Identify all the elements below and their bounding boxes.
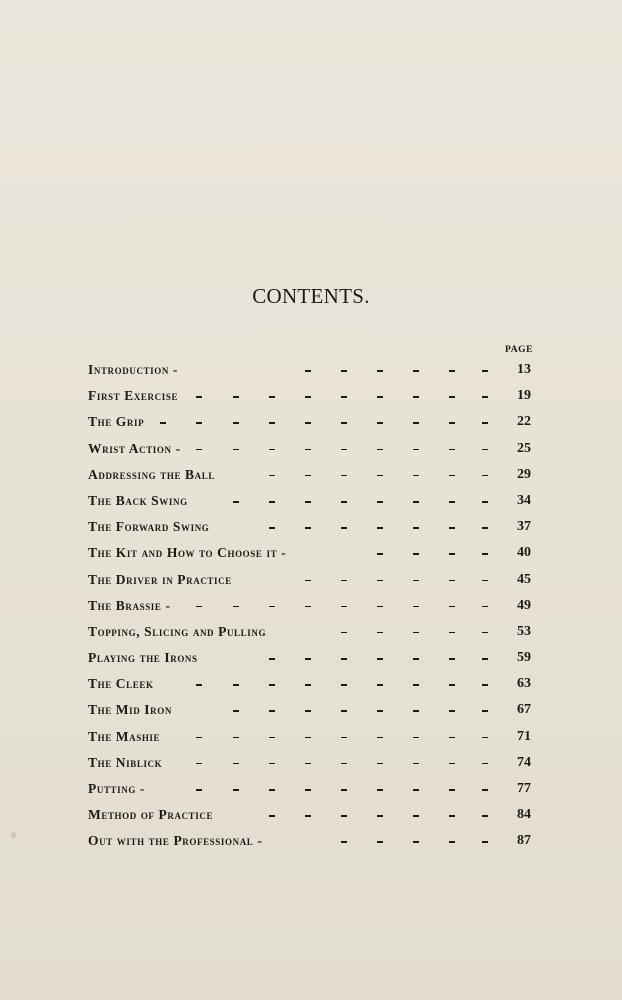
leader-dash (449, 396, 455, 398)
toc-entry (88, 724, 531, 750)
leader-dash (233, 606, 239, 608)
leader-dash (341, 710, 347, 712)
toc-leader-dashes (88, 645, 488, 671)
leader-dash (377, 710, 383, 712)
toc-leader-dashes (88, 828, 488, 854)
toc-entry (88, 540, 531, 566)
leader-dash (449, 449, 455, 451)
leader-dash (269, 789, 275, 791)
toc-entry (88, 828, 531, 854)
toc-entry (88, 619, 531, 645)
leader-dash (305, 475, 311, 477)
leader-dash (482, 763, 488, 765)
leader-dash (233, 710, 239, 712)
leader-dash (269, 737, 275, 739)
leader-dash (341, 658, 347, 660)
leader-dash (305, 763, 311, 765)
leader-dash (269, 763, 275, 765)
toc-entry-page-number: 37 (517, 519, 531, 535)
leader-dash (413, 370, 419, 372)
leader-dash (305, 396, 311, 398)
leader-dash (305, 737, 311, 739)
leader-dash (233, 396, 239, 398)
leader-dash (305, 580, 311, 582)
leader-dash (482, 449, 488, 451)
leader-dash (413, 580, 419, 582)
leader-dash (341, 737, 347, 739)
leader-dash (449, 580, 455, 582)
leader-dash (482, 841, 488, 843)
leader-dash (377, 737, 383, 739)
toc-entry-title: Out with the Professional - (88, 833, 263, 849)
leader-dash (449, 815, 455, 817)
leader-dash (341, 606, 347, 608)
toc-leader-dashes (88, 514, 488, 540)
toc-entry-page-number: 67 (517, 702, 531, 718)
toc-entry (88, 409, 531, 435)
leader-dash (377, 632, 383, 634)
leader-dash (482, 396, 488, 398)
leader-dash (482, 658, 488, 660)
leader-dash (377, 580, 383, 582)
paper-blemish (11, 832, 16, 838)
toc-entry-title: Topping, Slicing and Pulling (88, 623, 267, 639)
contents-heading-text: CONTENTS. (252, 284, 370, 308)
toc-entry (88, 514, 531, 540)
leader-dash (377, 606, 383, 608)
leader-dash (482, 475, 488, 477)
leader-dash (269, 606, 275, 608)
leader-dash (449, 422, 455, 424)
toc-entry-page-number: 87 (517, 833, 531, 849)
toc-entry-title: The Cleek (88, 676, 154, 692)
leader-dash (269, 710, 275, 712)
leader-dash (377, 684, 383, 686)
leader-dash (341, 815, 347, 817)
toc-leader-dashes (88, 750, 488, 776)
leader-dash (482, 527, 488, 529)
leader-dash (413, 527, 419, 529)
leader-dash (449, 658, 455, 660)
leader-dash (233, 449, 239, 451)
leader-dash (482, 632, 488, 634)
leader-dash (413, 632, 419, 634)
leader-dash (341, 501, 347, 503)
toc-entry (88, 488, 531, 514)
leader-dash (305, 370, 311, 372)
leader-dash (341, 527, 347, 529)
leader-dash (449, 527, 455, 529)
leader-dash (269, 684, 275, 686)
leader-dash (269, 501, 275, 503)
leader-dash (377, 553, 383, 555)
leader-dash (305, 684, 311, 686)
toc-entry (88, 383, 531, 409)
leader-dash (341, 449, 347, 451)
leader-dash (377, 789, 383, 791)
toc-leader-dashes (88, 567, 488, 593)
toc-leader-dashes (88, 697, 488, 723)
toc-entry-page-number: 77 (517, 781, 531, 796)
leader-dash (305, 658, 311, 660)
toc-entry-title: The Kit and How to Choose it - (88, 545, 287, 561)
toc-leader-dashes (88, 436, 488, 462)
leader-dash (482, 580, 488, 582)
leader-dash (233, 763, 239, 765)
leader-dash (341, 370, 347, 372)
toc-entry-title: Introduction - (88, 362, 179, 377)
leader-dash (196, 449, 202, 451)
toc-leader-dashes (88, 776, 488, 802)
toc-entry-page-number: 29 (517, 466, 531, 482)
leader-dash (377, 501, 383, 503)
leader-dash (196, 789, 202, 791)
toc-entry (88, 802, 531, 828)
toc-entry-page-number: 13 (517, 362, 531, 377)
leader-dash (341, 632, 347, 634)
leader-dash (305, 789, 311, 791)
leader-dash (269, 422, 275, 424)
leader-dash (233, 501, 239, 503)
leader-dash (413, 475, 419, 477)
leader-dash (233, 789, 239, 791)
leader-dash (233, 737, 239, 739)
leader-dash (413, 710, 419, 712)
leader-dash (482, 737, 488, 739)
toc-entry-page-number: 45 (517, 571, 531, 587)
leader-dash (413, 396, 419, 398)
leader-dash (413, 737, 419, 739)
leader-dash (449, 501, 455, 503)
table-of-contents (88, 357, 531, 855)
leader-dash (196, 396, 202, 398)
leader-dash (341, 789, 347, 791)
toc-entry (88, 671, 531, 697)
leader-dash (377, 475, 383, 477)
toc-entry-title: The Niblick (88, 754, 163, 770)
leader-dash (449, 370, 455, 372)
leader-dash (413, 606, 419, 608)
toc-entry-page-number: 22 (517, 414, 531, 430)
leader-dash (269, 815, 275, 817)
toc-leader-dashes (88, 671, 488, 697)
toc-entry-title: The Mid Iron (88, 702, 172, 718)
leader-dash (377, 422, 383, 424)
toc-entry-title: Putting - (88, 781, 146, 796)
toc-entry-title: Wrist Action - (88, 440, 181, 456)
toc-leader-dashes (88, 724, 488, 750)
leader-dash (377, 396, 383, 398)
leader-dash (413, 449, 419, 451)
leader-dash (482, 422, 488, 424)
leader-dash (377, 527, 383, 529)
leader-dash (449, 475, 455, 477)
toc-entry-title: The Driver in Practice (88, 571, 232, 587)
leader-dash (305, 815, 311, 817)
toc-entry-page-number: 63 (517, 676, 531, 692)
leader-dash (305, 501, 311, 503)
leader-dash (269, 449, 275, 451)
toc-entry (88, 357, 531, 383)
leader-dash (413, 763, 419, 765)
toc-entry-title: The Forward Swing (88, 519, 210, 535)
leader-dash (413, 658, 419, 660)
leader-dash (341, 841, 347, 843)
leader-dash (449, 789, 455, 791)
toc-entry-title: Playing the Irons (88, 650, 198, 666)
leader-dash (482, 684, 488, 686)
toc-entry-page-number: 34 (517, 492, 531, 508)
leader-dash (413, 841, 419, 843)
toc-entry-page-number: 71 (517, 728, 531, 744)
toc-leader-dashes (88, 462, 488, 488)
leader-dash (482, 553, 488, 555)
leader-dash (449, 606, 455, 608)
toc-entry (88, 567, 531, 593)
leader-dash (196, 606, 202, 608)
toc-leader-dashes (88, 593, 488, 619)
toc-entry (88, 593, 531, 619)
leader-dash (196, 737, 202, 739)
leader-dash (413, 501, 419, 503)
toc-entry-page-number: 49 (517, 597, 531, 613)
toc-entry-page-number: 53 (517, 623, 531, 639)
leader-dash (160, 422, 166, 424)
leader-dash (377, 815, 383, 817)
leader-dash (449, 841, 455, 843)
leader-dash (413, 789, 419, 791)
toc-leader-dashes (88, 357, 488, 383)
toc-entry (88, 462, 531, 488)
page-column-label: PAGE (505, 345, 534, 355)
leader-dash (377, 449, 383, 451)
leader-dash (449, 763, 455, 765)
leader-dash (413, 422, 419, 424)
toc-entry (88, 645, 531, 671)
leader-dash (449, 684, 455, 686)
toc-leader-dashes (88, 619, 488, 645)
leader-dash (377, 841, 383, 843)
leader-dash (305, 606, 311, 608)
leader-dash (305, 449, 311, 451)
toc-leader-dashes (88, 488, 488, 514)
leader-dash (341, 475, 347, 477)
leader-dash (269, 527, 275, 529)
toc-leader-dashes (88, 409, 488, 435)
leader-dash (341, 763, 347, 765)
leader-dash (449, 737, 455, 739)
leader-dash (377, 370, 383, 372)
toc-entry-page-number: 59 (517, 650, 531, 666)
leader-dash (233, 422, 239, 424)
leader-dash (196, 684, 202, 686)
toc-entry-title: The Mashie (88, 728, 161, 744)
leader-dash (482, 370, 488, 372)
leader-dash (341, 684, 347, 686)
leader-dash (377, 658, 383, 660)
leader-dash (196, 422, 202, 424)
leader-dash (377, 763, 383, 765)
toc-entry-title: The Brassie - (88, 597, 171, 613)
leader-dash (269, 475, 275, 477)
leader-dash (482, 710, 488, 712)
leader-dash (233, 684, 239, 686)
leader-dash (413, 553, 419, 555)
leader-dash (482, 501, 488, 503)
leader-dash (341, 422, 347, 424)
toc-leader-dashes (88, 383, 488, 409)
leader-dash (269, 396, 275, 398)
toc-entry-title: First Exercise (88, 388, 179, 404)
leader-dash (413, 684, 419, 686)
contents-heading (0, 284, 622, 309)
leader-dash (413, 815, 419, 817)
toc-leader-dashes (88, 540, 488, 566)
leader-dash (449, 553, 455, 555)
toc-entry-page-number: 74 (517, 754, 531, 770)
toc-entry-title: The Grip (88, 414, 145, 430)
leader-dash (449, 632, 455, 634)
toc-entry (88, 750, 531, 776)
toc-entry-page-number: 19 (517, 388, 531, 404)
toc-entry (88, 776, 531, 802)
leader-dash (269, 658, 275, 660)
toc-entry-page-number: 25 (517, 440, 531, 456)
toc-leader-dashes (88, 802, 488, 828)
toc-entry (88, 436, 531, 462)
leader-dash (341, 396, 347, 398)
leader-dash (341, 580, 347, 582)
toc-entry-title: The Back Swing (88, 492, 188, 508)
leader-dash (482, 815, 488, 817)
leader-dash (449, 710, 455, 712)
toc-entry (88, 697, 531, 723)
leader-dash (482, 606, 488, 608)
leader-dash (305, 527, 311, 529)
toc-entry-title: Method of Practice (88, 807, 214, 823)
toc-entry-title: Addressing the Ball (88, 466, 215, 482)
leader-dash (196, 763, 202, 765)
leader-dash (305, 710, 311, 712)
leader-dash (305, 422, 311, 424)
toc-entry-page-number: 84 (517, 807, 531, 823)
toc-entry-page-number: 40 (517, 545, 531, 561)
leader-dash (482, 789, 488, 791)
